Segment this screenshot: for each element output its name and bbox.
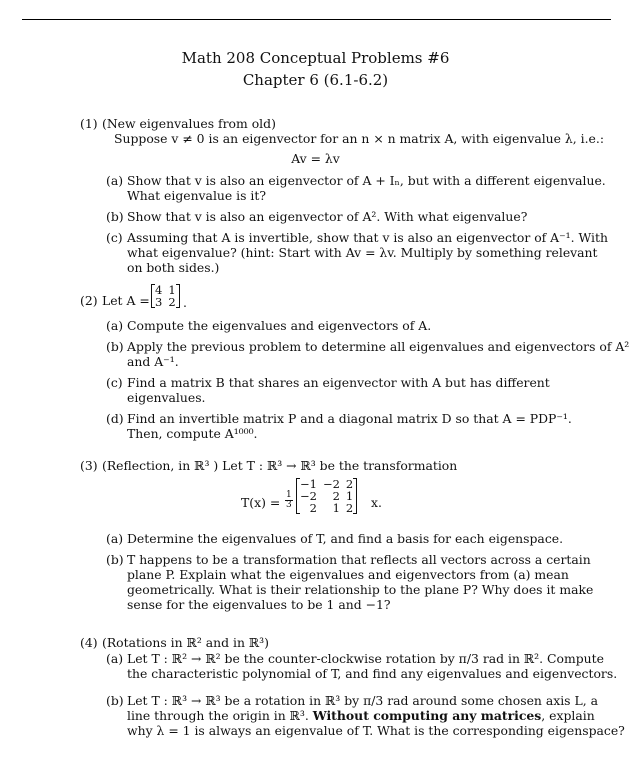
p3-lhs: T(x) = [241, 495, 281, 510]
p4-a-line1: Let T : ℝ² → ℝ² be the counter-clockwise rotation by π/3 rad in ℝ². Compute [127, 651, 604, 666]
p1-c-label: (c) [106, 230, 123, 245]
p2-c-label: (c) [106, 375, 123, 390]
p3-matrix-cell: 2 [332, 489, 340, 503]
p1-c-line1: Assuming that A is invertible, show that v is also an eigenvector of A⁻¹. With [127, 230, 608, 245]
p3-matrix-cell: −2 [300, 489, 317, 503]
p2-number: (2) [80, 293, 98, 308]
p3-b-line1: T happens to be a transformation that reflects all vectors across a certain [127, 552, 591, 567]
p4-b-line1: Let T : ℝ³ → ℝ³ be a rotation in ℝ³ by π/3 rad around some chosen axis L, a [127, 693, 598, 708]
p2-b-line1: Apply the previous problem to determine all eigenvalues and eigenvectors of A² [127, 339, 630, 354]
p1-title: (New eigenvalues from old) [102, 116, 276, 131]
p3-matrix-cell: 1 [332, 501, 340, 515]
p4-number: (4) [80, 635, 98, 650]
p3-matrix-cell: 2 [345, 477, 354, 491]
p1-intro: Suppose v ≠ 0 is an eigenvector for an n × n matrix A, with eigenvalue λ, i.e.: [114, 131, 604, 146]
p2-matrix [151, 284, 180, 308]
p2-matrix-cell: 1 [168, 283, 176, 297]
p4-b-line2-pre: line through the origin in ℝ³. [127, 708, 309, 723]
p2-c-line2: eigenvalues. [127, 390, 206, 405]
p1-b-label: (b) [106, 209, 124, 224]
page-subtitle: Chapter 6 (6.1-6.2) [242, 71, 389, 89]
p3-matrix [296, 478, 357, 514]
p4-a-label: (a) [106, 651, 124, 666]
p1-a-line2: What eigenvalue is it? [127, 188, 267, 203]
p4-b-line2-bold: Without computing any matrices [312, 708, 542, 723]
p2-a-line1: Compute the eigenvalues and eigenvectors of A. [127, 318, 432, 333]
p3-b-label: (b) [106, 552, 124, 567]
p3-a-line1: Determine the eigenvalues of T, and find a basis for each eigenspace. [127, 531, 564, 546]
p2-matrix-cell: 2 [168, 295, 176, 309]
p2-c-line1: Find a matrix B that shares an eigenvector with A but has different [127, 375, 550, 390]
top-rule [22, 19, 611, 20]
p2-matrix-cell: 4 [155, 283, 163, 297]
p2-d-line1: Find an invertible matrix P and a diagonal matrix D so that A = PDP⁻¹. [127, 411, 572, 426]
p1-c-line2: what eigenvalue? (hint: Start with Av = λv. Multiply by something relevant [127, 245, 598, 260]
p4-b-line2-post: , explain [541, 708, 595, 723]
p3-b-line3: geometrically. What is their relationship to the plane P? Why does it make [127, 582, 594, 597]
p4-b-label: (b) [106, 693, 124, 708]
p3-a-label: (a) [106, 531, 124, 546]
p3-intro: (Reflection, in ℝ³ ) Let T : ℝ³ → ℝ³ be the transformation [102, 458, 458, 473]
p3-matrix-cell: −2 [322, 477, 340, 491]
p2-d-line2: Then, compute A¹⁰⁰⁰. [127, 426, 258, 441]
p4-title: (Rotations in ℝ² and in ℝ³) [102, 635, 269, 650]
p3-matrix-cell: 2 [345, 501, 354, 515]
p2-d-label: (d) [106, 411, 124, 426]
p2-b-label: (b) [106, 339, 124, 354]
page-title: Math 208 Conceptual Problems #6 [181, 49, 450, 67]
p3-b-line4: sense for the eigenvalues to be 1 and −1? [127, 597, 391, 612]
p3-rhs: x. [371, 495, 382, 510]
p1-number: (1) [80, 116, 98, 131]
p3-matrix-cell: 2 [309, 501, 317, 515]
p4-a-line2: the characteristic polynomial of T, and find any eigenvalues and eigenvectors. [127, 666, 618, 681]
p3-matrix-cell: −1 [300, 477, 317, 491]
p4-b-line2 [127, 708, 595, 723]
p1-a-label: (a) [106, 173, 124, 188]
p2-matrix-cell: 3 [155, 295, 163, 309]
p1-a-line1: Show that v is also an eigenvector of A + Iₙ, but with a different eigenvalue. [127, 173, 606, 188]
p3-frac-num: 1 [286, 490, 292, 500]
p2-period: . [183, 295, 187, 310]
p2-a-label: (a) [106, 318, 124, 333]
p4-b-line3: why λ = 1 is always an eigenvalue of T. What is the corresponding eigenspace? [127, 723, 625, 738]
p3-number: (3) [80, 458, 98, 473]
p1-equation: Av = λv [291, 151, 340, 166]
p1-b-line1: Show that v is also an eigenvector of A². With what eigenvalue? [127, 209, 528, 224]
p2-let: Let A = [102, 293, 150, 308]
p1-c-line3: on both sides.) [127, 260, 220, 275]
p3-matrix-cell: 1 [345, 489, 354, 503]
p3-frac-den: 3 [286, 500, 292, 510]
p2-b-line2: and A⁻¹. [127, 354, 179, 369]
p3-fraction [285, 491, 293, 510]
p3-b-line2: plane P. Explain what the eigenvalues and eigenvectors from (a) mean [127, 567, 569, 582]
